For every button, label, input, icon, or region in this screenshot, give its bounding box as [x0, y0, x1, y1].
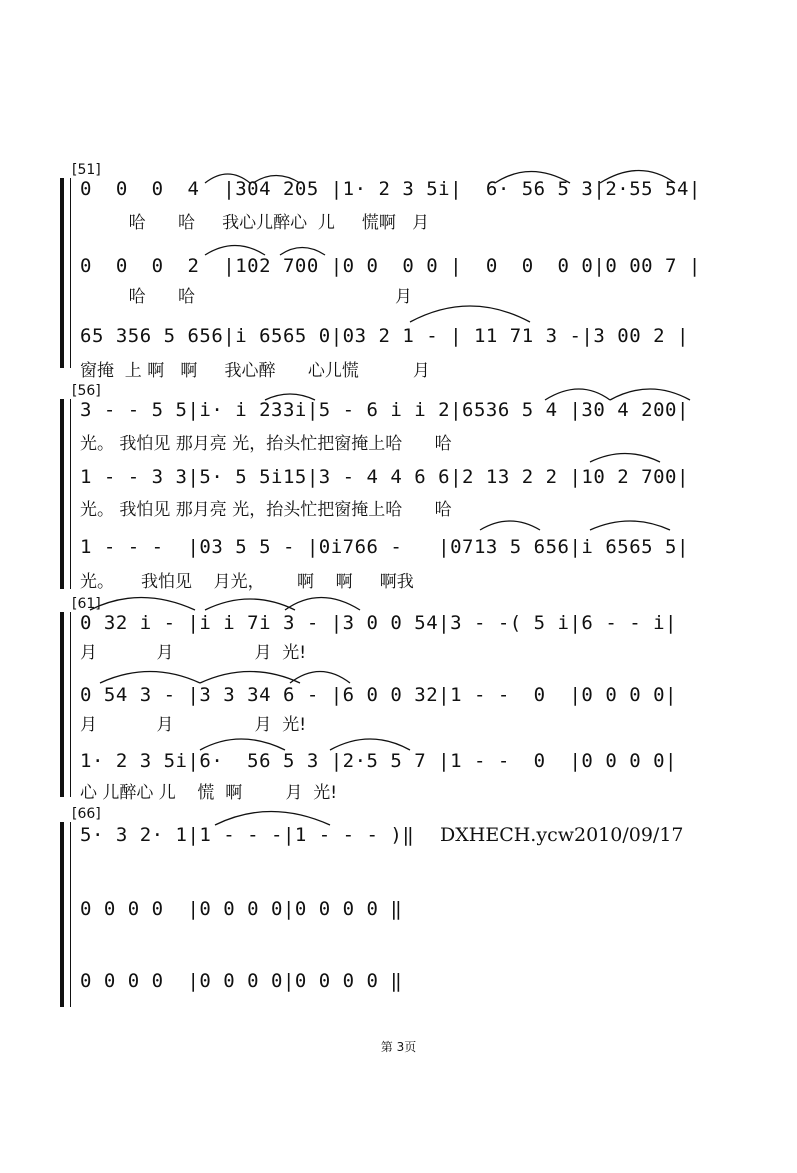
part-3-lyrics: 心 儿醉心 儿 慌 啊 月 光!: [80, 783, 338, 803]
measure-number: [61]: [72, 596, 101, 612]
part-2-notes: 1 - - 3 3|5· 5 5i15|3 - 4 4 6 6|2 13 2 2 |10 2 700|: [80, 466, 689, 488]
part-1-notes: 3 - - 5 5|i· i 233i|5 - 6 i i 2|6536 5 4 |30 4 200|: [80, 399, 689, 421]
part-2-lyrics: 哈 哈 月: [80, 287, 412, 307]
part-1-lyrics: 月 月 月 光!: [80, 643, 307, 663]
measure-number: [56]: [72, 383, 101, 399]
part-2-lyrics: 光。 我怕见 那月亮 光，抬头忙把窗掩上哈 哈: [80, 500, 452, 520]
arranger-credit: DXHECH.ycw2010/09/17: [440, 824, 684, 846]
part-1-lyrics: 光。 我怕见 那月亮 光，抬头忙把窗掩上哈 哈: [80, 434, 452, 454]
measure-number: [66]: [72, 806, 101, 822]
measure-number: [51]: [72, 162, 101, 178]
part-1-notes: 0 32 i - |i i 7i 3 - |3 0 0 54|3 - -( 5 i|6 - - i|: [80, 612, 677, 634]
part-1-notes: 0 0 0 4 |304 205 |1· 2 3 5i| 6· 56 5 3|2·55 54|: [80, 178, 701, 200]
part-3-notes: 1 - - - |03 5 5 - |0i766 - |0713 5 656|i 6565 5|: [80, 536, 689, 558]
part-3-notes: 0 0 0 0 |0 0 0 0|0 0 0 0 ‖: [80, 970, 403, 992]
part-1-notes: 5· 3 2· 1|1 - - -|1 - - - )‖: [80, 824, 415, 846]
part-2-notes: 0 0 0 0 |0 0 0 0|0 0 0 0 ‖: [80, 898, 403, 920]
part-3-notes: 65 356 5 656|i 6565 0|03 2 1 - | 11 71 3 -|3 00 2 |: [80, 325, 689, 347]
system-brace: [60, 399, 71, 589]
page-number: 第 3页: [380, 1040, 417, 1054]
part-3-notes: 1· 2 3 5i|6· 56 5 3 |2·5 5 7 |1 - - 0 |0 0 0 0|: [80, 750, 677, 772]
part-2-notes: 0 54 3 - |3 3 34 6 - |6 0 0 32|1 - - 0 |0 0 0 0|: [80, 684, 677, 706]
part-2-notes: 0 0 0 2 |102 700 |0 0 0 0 | 0 0 0 0|0 00 7 |: [80, 255, 701, 277]
part-3-lyrics: 窗掩 上 啊 啊 我心醉 心儿慌 月: [80, 361, 430, 381]
part-3-lyrics: 光。 我怕见 月光， 啊 啊 啊我: [80, 572, 414, 592]
system-brace: [60, 178, 71, 368]
part-1-lyrics: 哈 哈 我心儿醉心 儿 慌啊 月: [80, 213, 430, 233]
part-2-lyrics: 月 月 月 光!: [80, 715, 307, 735]
system-brace: [60, 822, 71, 1007]
system-brace: [60, 612, 71, 797]
